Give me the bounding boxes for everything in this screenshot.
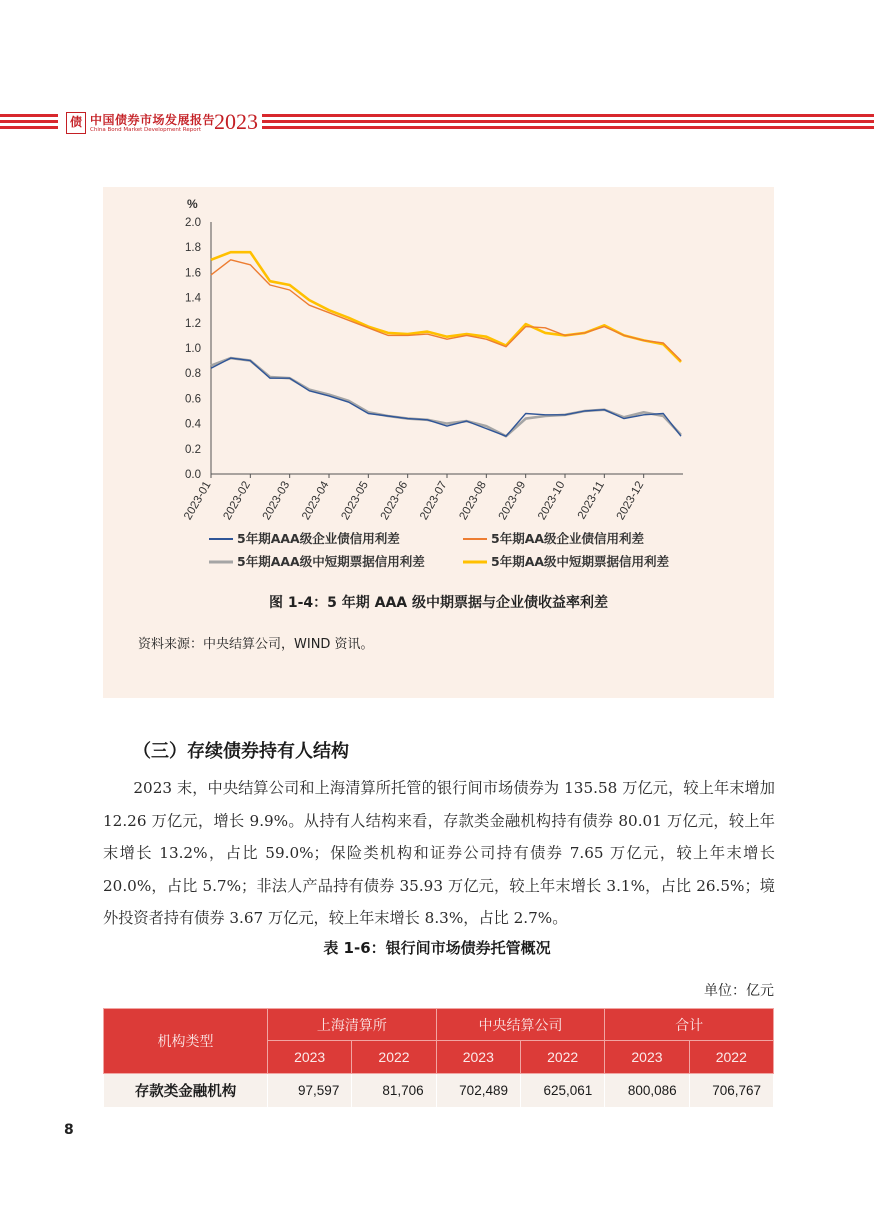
chart-caption: 图 1-4：5 年期 AAA 级中期票据与企业债收益率利差 (268, 595, 609, 611)
y-tick-label: 0.4 (185, 418, 201, 431)
chart-source: 资料来源：中央结算公司，WIND 资讯。 (138, 637, 374, 652)
legend-label: 5年期AA级中短期票据信用利差 (491, 554, 670, 569)
series-line (211, 252, 681, 362)
series-line (211, 358, 681, 436)
section-paragraph: 2023 末，中央结算公司和上海清算所托管的银行间市场债券为 135.58 万亿元，较上年末增加 12.26 万亿元，增长 9.9%。从持有人结构来看，存款类金融机构持有债券 80.01 万亿元，较上年末增长 13.2%，占比 59.0%；保险类机构和证券公司持有债券 7.65 万亿元，较上年末增长 20.0%，占比 5.7%；非法人产品持有债券 35.93 万亿元，较上年末增长 3.1%，占比 26.5%；境外投资者持有债券 3.67 万亿元，较上年末增长 8.3%，占比 2.7%。 (103, 779, 775, 927)
x-tick-label: 2023-04 (300, 479, 332, 523)
table-group-header: 中央结算公司 (436, 1009, 605, 1041)
y-tick-label: 1.0 (185, 343, 201, 355)
table-year-header: 2023 (436, 1041, 520, 1074)
table-year-header: 2023 (605, 1041, 689, 1074)
report-title: 中国债券市场发展报告 (90, 113, 216, 127)
header-stripe-right-3 (262, 126, 874, 129)
x-tick-label: 2023-02 (221, 479, 253, 523)
header-stripe-left-3 (0, 126, 58, 129)
table-cell: 706,767 (689, 1074, 773, 1108)
table-group-header: 合计 (605, 1009, 774, 1041)
x-tick-label: 2023-08 (457, 479, 489, 523)
header-stripe-right-1 (262, 114, 874, 117)
x-tick-label: 2023-05 (339, 479, 371, 523)
y-tick-label: 0.8 (185, 368, 201, 381)
table-cell: 625,061 (520, 1074, 604, 1108)
header-stripe-left-1 (0, 114, 58, 117)
x-tick-label: 2023-07 (418, 479, 450, 523)
y-tick-label: 1.8 (185, 242, 201, 255)
table-cell: 97,597 (268, 1074, 352, 1108)
x-tick-label: 2023-10 (536, 479, 568, 523)
y-tick-label: 0.0 (185, 469, 201, 481)
x-tick-label: 2023-09 (496, 479, 529, 523)
x-tick-label: 2023-06 (378, 479, 411, 523)
chart-panel (103, 187, 774, 698)
table-year-header: 2023 (268, 1041, 352, 1074)
legend-label: 5年期AAA级中短期票据信用利差 (237, 554, 425, 569)
y-tick-label: 0.6 (185, 393, 201, 406)
table-unit: 单位：亿元 (704, 983, 774, 999)
y-tick-label: 0.2 (185, 443, 201, 456)
y-tick-label: 1.4 (185, 292, 201, 305)
y-tick-label: 1.6 (185, 267, 201, 280)
legend-label: 5年期AAA级企业债信用利差 (237, 531, 400, 546)
table-group-header: 上海清算所 (268, 1009, 437, 1041)
section-title: （三）存续债券持有人结构 (133, 741, 349, 762)
table-year-header: 2022 (689, 1041, 773, 1074)
y-tick-label: 2.0 (185, 217, 201, 229)
header-stripe-left-2 (0, 120, 58, 123)
page-number: 8 (64, 1122, 74, 1138)
table-cell: 81,706 (352, 1074, 436, 1108)
series-line (211, 260, 681, 361)
table-title: 表 1-6：银行间市场债券托管概况 (323, 939, 551, 957)
x-tick-label: 2023-01 (182, 479, 214, 523)
x-tick-label: 2023-12 (614, 479, 647, 523)
table-cell: 702,489 (436, 1074, 520, 1108)
table-year-header: 2022 (520, 1041, 604, 1074)
table-row (104, 1074, 774, 1108)
report-logo: 债 (66, 112, 86, 134)
table-row-header: 机构类型 (104, 1009, 268, 1074)
table-row-label: 存款类金融机构 (104, 1074, 268, 1108)
x-tick-label: 2023-11 (575, 479, 607, 522)
table-year-header: 2022 (352, 1041, 436, 1074)
spread-chart (103, 187, 774, 587)
y-tick-label: 1.2 (185, 317, 201, 330)
custody-table (103, 1008, 774, 1108)
legend-label: 5年期AA级企业债信用利差 (491, 531, 645, 546)
y-axis-label: % (187, 197, 198, 211)
report-subtitle: China Bond Market Development Report (90, 127, 201, 133)
header-stripe-right-2 (262, 120, 874, 123)
x-tick-label: 2023-03 (260, 479, 293, 523)
report-year: 2023 (214, 109, 258, 134)
table-cell: 800,086 (605, 1074, 689, 1108)
